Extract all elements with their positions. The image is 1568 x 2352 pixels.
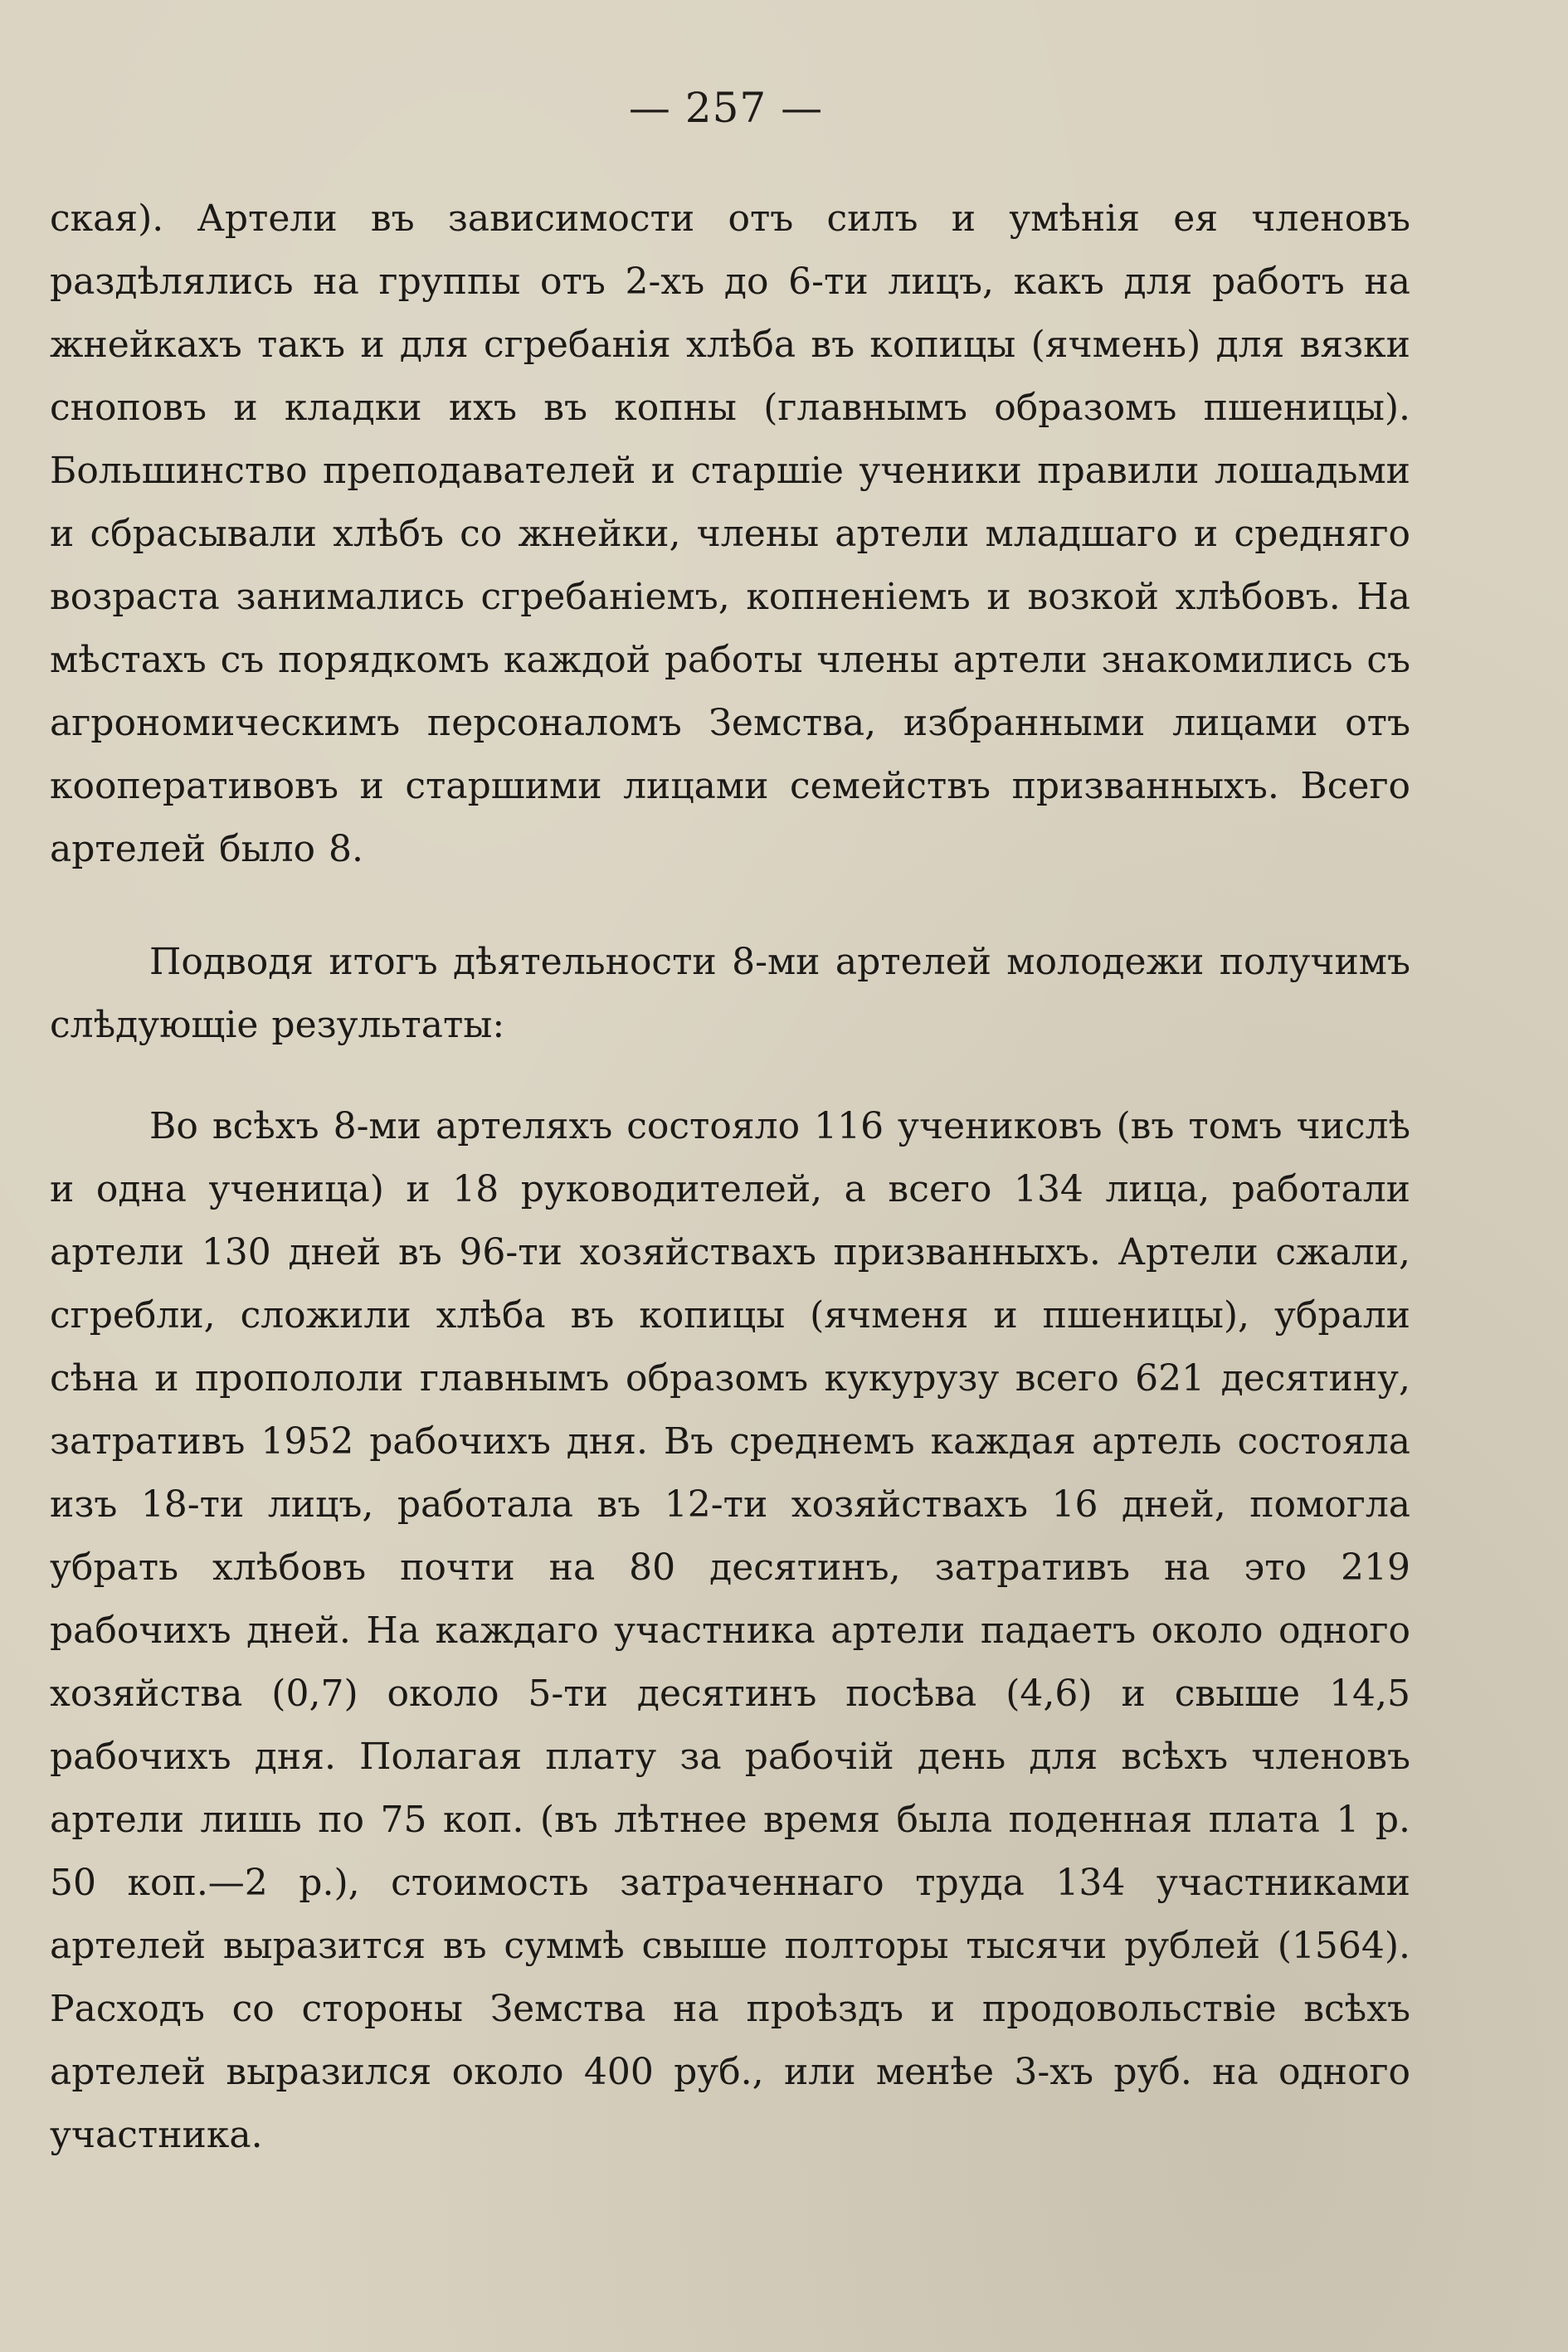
- paragraph-2: Подводя итогъ дѣятельности 8-ми артелей молодежи получимъ слѣдующіе результаты:: [50, 941, 1410, 1046]
- paragraph-3: Во всѣхъ 8-ми артеляхъ состояло 116 учениковъ (въ томъ числѣ и одна ученица) и 18 руководителей, а всего 134 лица, работали артели 130 дней въ 96-ти хозяйствахъ призванныхъ. Артели сжали, сгребли, сложили хлѣба въ копицы (ячменя и пшеницы), убрали сѣна и пропололи главнымъ образомъ кукурузу всего 621 десятину, затративъ 1952 рабочихъ дня. Въ среднемъ каждая артель состояла изъ 18-ти лицъ, работала въ 12-ти хозяйствахъ 16 дней, помогла убрать хлѣбовъ почти на 80 десятинъ, затративъ на это 219 рабочихъ дней. На каждаго участника артели падаетъ около одного хозяйства (0,7) около 5-ти десятинъ посѣва (4,6) и свыше 14,5 рабочихъ дня. Полагая плату за рабочій день для всѣхъ членовъ артели лишь по 75 коп. (въ лѣтнее время была поденная плата 1 р. 50 коп.—2 р.), стоимость затраченнаго труда 134 участниками артелей выразится въ суммѣ свыше полторы тысячи рублей (1564). Расходъ со стороны Земства на проѣздъ и продовольствіе всѣхъ артелей выразился около 400 руб., или менѣе 3-хъ руб. на одного участника.: [50, 1105, 1410, 2156]
- page-number: — 257 —: [628, 84, 824, 132]
- paragraph-1: ская). Артели въ зависимости отъ силъ и умѣнія ея членовъ раздѣлялись на группы отъ 2-хъ до 6-ти лицъ, какъ для работъ на жнейкахъ такъ и для сгребанія хлѣба въ копицы (ячмень) для вязки сноповъ и кладки ихъ въ копны (главнымъ образомъ пшеницы). Большинство преподавателей и старшіе ученики правили лошадьми и сбрасывали хлѣбъ со жнейки, члены артели младшаго и средняго возраста занимались сгребаніемъ, копненіемъ и возкой хлѣбовъ. На мѣстахъ съ порядкомъ каждой работы члены артели знакомились съ агрономическимъ персоналомъ Земства, избранными лицами отъ кооперативовъ и старшими лицами семействъ призванныхъ. Всего артелей было 8.: [50, 197, 1410, 870]
- page-bottom-margin: [0, 2306, 1568, 2307]
